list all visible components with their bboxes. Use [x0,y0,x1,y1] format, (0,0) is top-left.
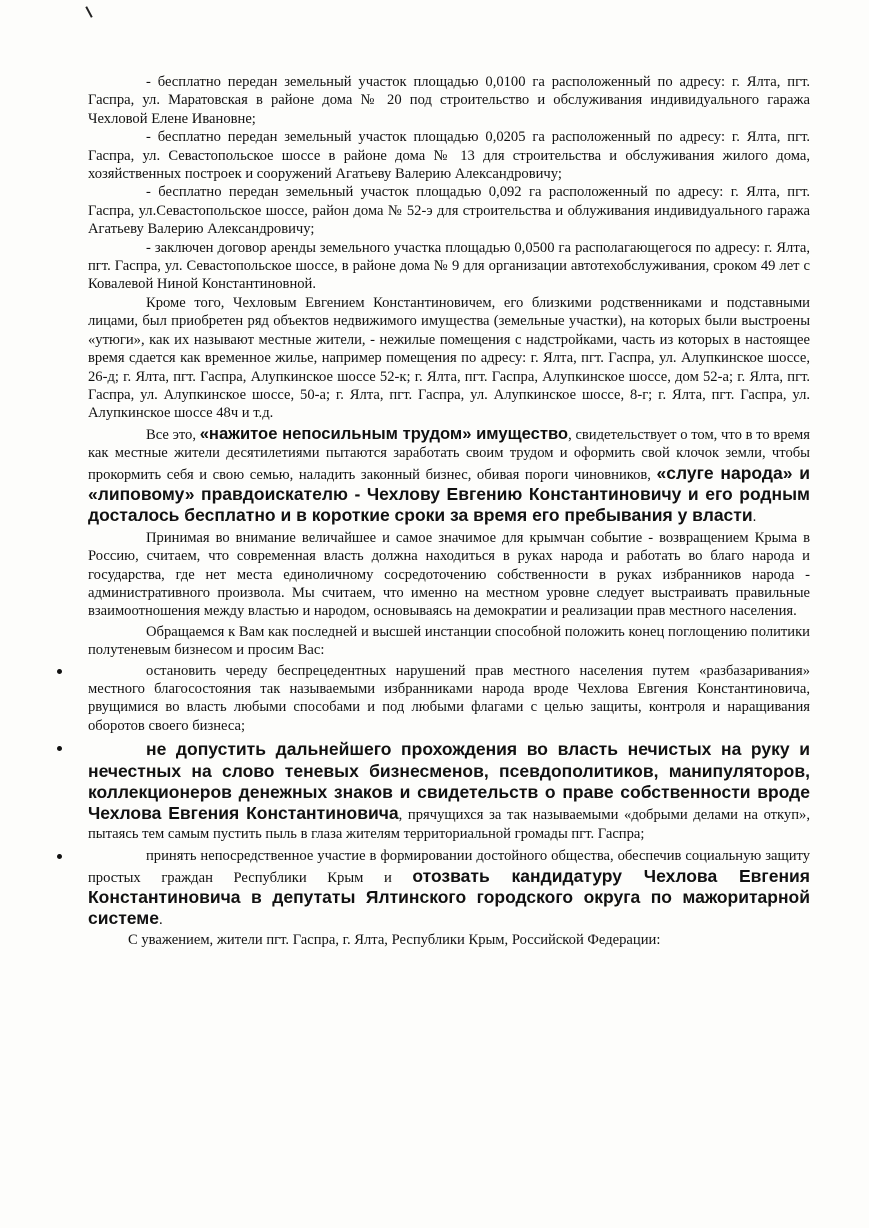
paragraph-appeal: Обращаемся к Вам как последней и высшей инстанции способной положить конец поглощению политики полутеневым бизнесом и просим Вас: [88,623,810,659]
request-item-1: остановить череду беспрецедентных нарушений прав местного населения путем «разбазаривания» местного благосостояния так называемыми избранниками народа вроде Чехлова Евгения Константиновича, рвущимися во власть любыми способами и под любыми флагами с целью защиты, контроля и наращивания оборотов своего бизнеса; [88,662,810,736]
paragraph-lease: - заключен договор аренды земельного участка площадью 0,0500 га располагающегося по адресу: г. Ялта, пгт. Гаспра, ул. Севастопольское шоссе, в районе дома № 9 для организации автотехобслуживания, сроком 49 лет с Ковалевой Ниной Константиновной. [88,239,810,293]
closing-signature-line: С уважением, жители пгт. Гаспра, г. Ялта, Республики Крым, Российской Федерации: [128,931,661,948]
paragraph-property: Кроме того, Чехловым Евгением Константиновичем, его близкими родственниками и подставными лицами, был приобретен ряд объектов недвижимого имущества (земельные участки), на которых были выстроены «утюги», как их называют местные жители, - нежилые помещения с надстройками, часть из которых в настоящее время сдается как временное жилье, например помещения по адресу: г. Ялта, пгт. Гаспра, ул. Алупкинское шоссе, 26-д; г. Ялта, пгт. Гаспра, Алупкинское шоссе 52-к; г. Ялта, пгт. Гаспра, Алупкинское шоссе, дом 52-а; г. Ялта, пгт. Гаспра, ул. Алупкинское шоссе, 50-а; г. Ялта, пгт. Гаспра, ул. Алупкинское шоссе, 8-г; г. Ялта, пгт. Гаспра, ул. Алупкинское шоссе 48ч и т.д. [88,294,810,422]
paragraph-considering: Принимая во внимание величайшее и самое значимое для крымчан событие - возвращением Крыма в Россию, считаем, что современная власть должна находиться в руках народа и работать во благо народа и государства, где нет места единоличному сосредоточению собственности в руках избранников народа - административного произвола. Мы считаем, что именно на местном уровне следует выстраивать правильные взаимоотношения между властью и народом, основываясь на демократии и реализации прав местного населения. [88,529,810,620]
bullet-icon [57,746,62,751]
letter-body [88,73,810,949]
request-item-3: принять непосредственное участие в формировании достойного общества, обеспечив социальную защиту простых граждан Республики Крым и отозвать кандидатуру Чехлова Евгения Константиновича в депутаты Ялтинского городского округа по мажоритарной системе. [88,847,810,930]
paragraph-all-this: Все это, «нажитое непосильным трудом» имущество, свидетельствует о том, что в то время как местные жители десятилетиями пытаются заработать своим трудом и оформить свой клочок земли, чтобы прокормить себя и свою семью, наладить законный бизнес, обивая пороги чиновников, «слуге народа» и «липовому» правдоискателю - Чехлову Евгению Константиновичу и его родным досталось бесплатно и в короткие сроки за время его пребывания у власти. [88,423,811,526]
request-item-2: не допустить дальнейшего прохождения во власть нечистых на руку и нечестных на слово теневых бизнесменов, псевдополитиков, манипуляторов, коллекционеров денежных знаков и свидетельств о праве собственности вроде Чехлова Евгения Константиновича, прячущихся за так называемыми «добрыми делами на откуп», пытаясь тем самым пустить пыль в глаза жителям территориальной громады пгт. Гаспра; [88,739,810,843]
paragraph-land-3: - бесплатно передан земельный участок площадью 0,092 га расположенный по адресу: г. Ялта, пгт. Гаспра, ул.Севастопольское шоссе, район дома № 52-э для строительства и облуживания индивидуального гаража Агатьеву Валерию Александровичу; [88,184,810,238]
paragraph-land-2: - бесплатно передан земельный участок площадью 0,0205 га расположенный по адресу: г. Ялта, пгт. Гаспра, ул. Севастопольское шоссе в районе дома № 13 для строительства и обслуживания жилого дома, хозяйственных построек и сооружений Агатьеву Валерию Александровичу; [88,129,810,183]
bullet-icon [57,854,62,859]
scan-mark [85,6,92,18]
bullet-icon [57,669,62,674]
paragraph-land-1: - бесплатно передан земельный участок площадью 0,0100 га расположенный по адресу: г. Ялта, пгт. Гаспра, ул. Маратовская в районе дома № 20 под строительство и обслуживания индивидуального гаража Чехловой Елене Ивановне; [88,74,810,127]
